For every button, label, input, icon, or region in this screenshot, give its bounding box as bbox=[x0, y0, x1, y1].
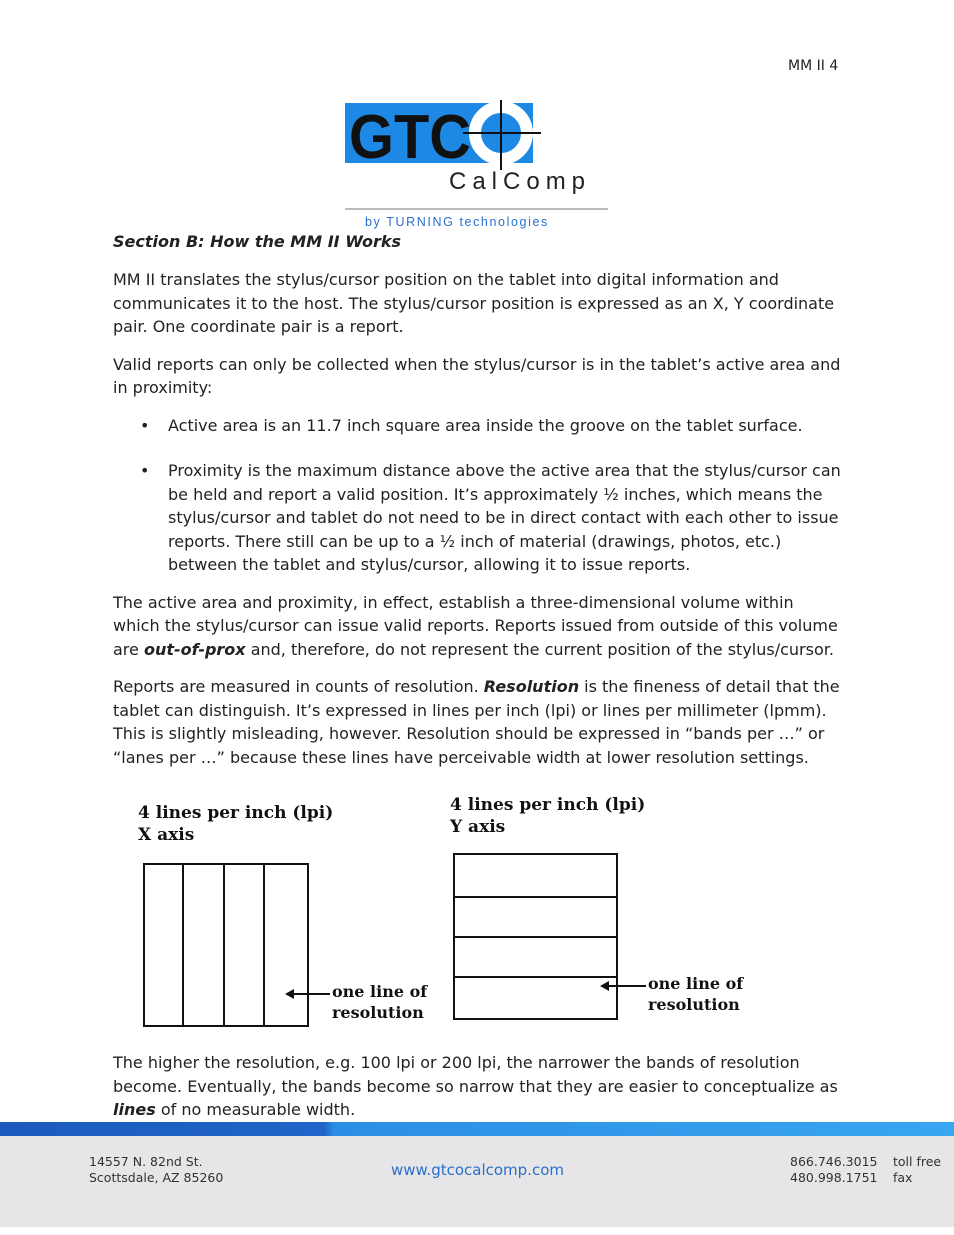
paragraph-3: The active area and proximity, in effect, establish a three-dimensional volume within which the stylus/cursor can issue valid reports. Reports issued from outside of this volume are out-of-prox and, therefore, do not represent the current position of the stylus/cursor. bbox=[113, 592, 838, 659]
term-out-of-prox: out-of-prox bbox=[143, 639, 246, 659]
bullet-proximity: • Proximity is the maximum distance above the active area that the stylus/cursor can be held and report a valid position. It’s approximately ½ inches, which means the stylus/cursor and tablet do not need to be in direct contact with each other to issue reports. There still can be up to a ½ inch of material (drawings, photos, etc.) between the tablet and stylus/cursor, allowing it to issue reports. bbox=[168, 459, 843, 577]
toll-free-number: 866.746.3015 bbox=[790, 1154, 878, 1169]
paragraph-5: The higher the resolution, e.g. 100 lpi or 200 lpi, the narrower the bands of resolution become. Eventually, the bands become so narrow that they are easier to conceptualize as lines of no measurable width. bbox=[113, 1053, 838, 1119]
x-axis-title: 4 lines per inch (lpi) X axis bbox=[138, 803, 334, 845]
document-body bbox=[113, 230, 843, 783]
footer-website-link[interactable]: www.gtcocalcomp.com bbox=[391, 1161, 564, 1179]
fax-label: fax bbox=[893, 1170, 913, 1185]
paragraph-2: Valid reports can only be collected when the stylus/cursor is in the tablet’s active area and in proximity: bbox=[113, 354, 841, 397]
footer-address: 14557 N. 82nd St. Scottsdale, AZ 85260 bbox=[89, 1154, 224, 1185]
fax-number: 480.998.1751 bbox=[790, 1170, 878, 1185]
bullet-active-area: • Active area is an 11.7 inch square area inside the groove on the tablet surface. bbox=[168, 414, 843, 438]
x-axis-annotation: one line of resolution bbox=[332, 982, 428, 1022]
term-lines: lines bbox=[113, 1100, 156, 1119]
paragraph-1: MM II translates the stylus/cursor position on the tablet into digital information and communicates it to the host. The stylus/cursor position is expressed as an X, Y coordinate pair. One coordinate pair is a report. bbox=[113, 270, 835, 336]
page-footer bbox=[0, 1136, 954, 1227]
footer-color-bar bbox=[0, 1122, 954, 1136]
gtco-calcomp-logo bbox=[343, 100, 611, 232]
y-axis-annotation: one line of resolution bbox=[648, 974, 744, 1014]
x-axis-box bbox=[144, 864, 308, 1026]
resolution-diagram bbox=[130, 790, 750, 1035]
logo-tagline: by TURNING technologies bbox=[365, 215, 549, 229]
section-title: Section B: How the MM II Works bbox=[113, 232, 402, 251]
y-axis-title: 4 lines per inch (lpi) Y axis bbox=[450, 795, 646, 837]
term-resolution: Resolution bbox=[483, 677, 580, 696]
logo-calcomp-text: CalComp bbox=[449, 168, 592, 195]
toll-free-label: toll free bbox=[893, 1154, 942, 1169]
bullet-list bbox=[113, 414, 843, 577]
page-number: MM II 4 bbox=[788, 58, 839, 74]
paragraph-4: Reports are measured in counts of resolution. Resolution is the fineness of detail that the tablet can distinguish. It’s expressed in lines per inch (lpi) or lines per millimeter (lpmm). This is slightly misleading, however. Resolution should be expressed in “bands per …” or “lanes per …” because these lines have perceivable width at lower resolution settings. bbox=[113, 677, 840, 767]
svg-text:GTC: GTC bbox=[349, 103, 471, 172]
footer-phone-numbers bbox=[790, 1154, 941, 1186]
